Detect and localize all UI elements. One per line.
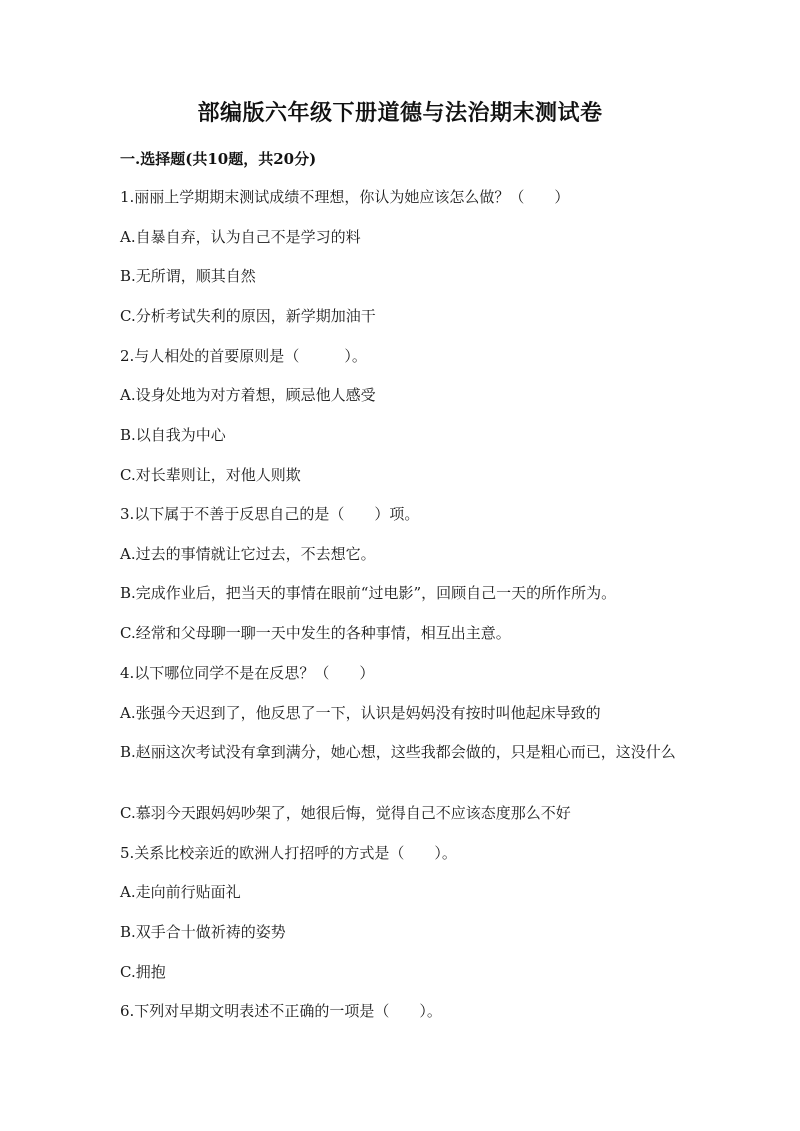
- option-3b: B.完成作业后，把当天的事情在眼前“过电影”，回顾自己一天的所作所为。: [120, 584, 617, 602]
- option-1c: C.分析考试失利的原因，新学期加油干: [120, 307, 376, 325]
- option-1a: A.自暴自弃，认为自己不是学习的料: [120, 228, 361, 246]
- question-2: 2.与人相处的首要原则是（ ）。: [120, 347, 367, 365]
- option-2b: B.以自我为中心: [120, 426, 226, 444]
- question-5: 5.关系比校亲近的欧洲人打招呼的方式是（ ）。: [120, 844, 457, 862]
- page-title: 部编版六年级下册道德与法治期末测试卷: [197, 100, 603, 126]
- question-1: 1.丽丽上学期期末测试成绩不理想，你认为她应该怎么做？（ ）: [120, 188, 570, 206]
- question-6: 6.下列对早期文明表述不正确的一项是（ ）。: [120, 1002, 442, 1020]
- option-5b: B.双手合十做祈祷的姿势: [120, 923, 286, 941]
- option-3c: C.经常和父母聊一聊一天中发生的各种事情，相互出主意。: [120, 624, 511, 642]
- option-5c: C.拥抱: [120, 963, 166, 981]
- question-4: 4.以下哪位同学不是在反思？（ ）: [120, 664, 375, 682]
- option-4a: A.张强今天迟到了，他反思了一下，认识是妈妈没有按时叫他起床导致的: [120, 704, 601, 722]
- question-3: 3.以下属于不善于反思自己的是（ ）项。: [120, 505, 420, 523]
- option-1b: B.无所谓，顺其自然: [120, 267, 256, 285]
- option-5a: A.走向前行贴面礼: [120, 883, 241, 901]
- option-3a: A.过去的事情就让它过去，不去想它。: [120, 545, 376, 563]
- option-2a: A.设身处地为对方着想，顾忌他人感受: [120, 386, 376, 404]
- option-4b: B.赵丽这次考试没有拿到满分，她心想，这些我都会做的，只是粗心而已，这没什么: [120, 743, 676, 761]
- section-heading: 一.选择题(共10题，共20分): [120, 150, 317, 168]
- option-2c: C.对长辈则让，对他人则欺: [120, 466, 301, 484]
- option-4c: C.慕羽今天跟妈妈吵架了，她很后悔，觉得自己不应该态度那么不好: [120, 804, 571, 822]
